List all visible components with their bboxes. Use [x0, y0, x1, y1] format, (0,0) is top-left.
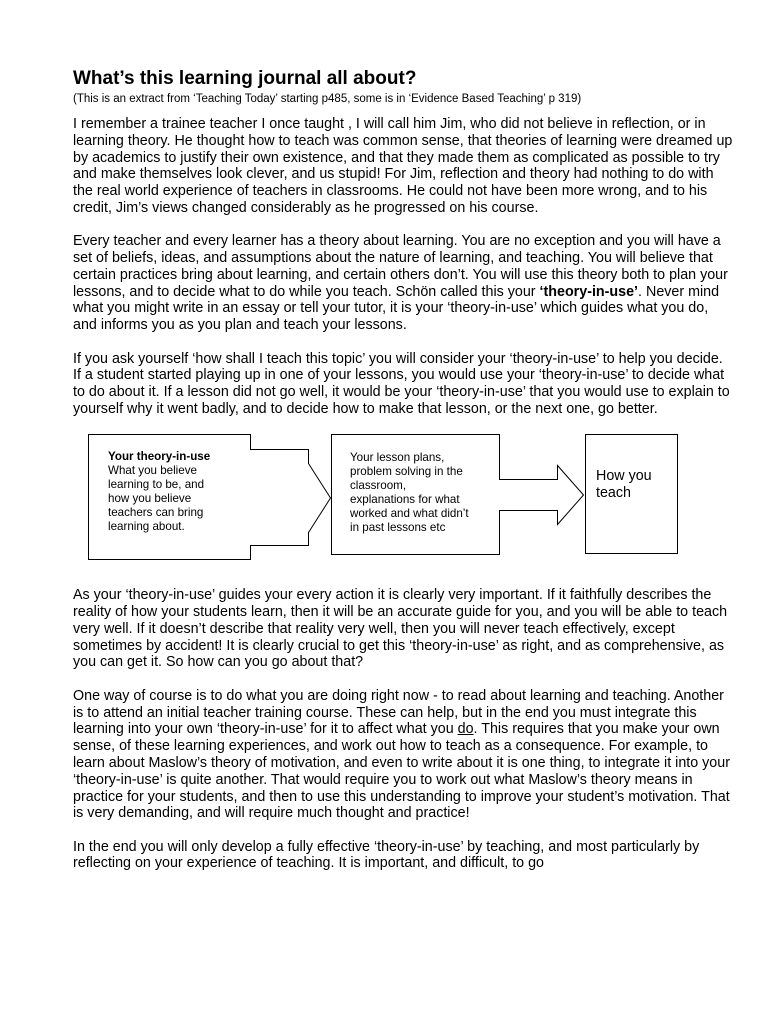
box2-line: Your lesson plans, [350, 451, 445, 465]
box1-line: What you believe [108, 464, 197, 478]
box2-line: classroom, [350, 479, 407, 493]
box2-line: in past lessons etc [350, 521, 446, 535]
box-how-you-teach [596, 468, 666, 501]
paragraph-2-text-a: Every teacher and every learner has a theory about learning. You are no exception and you will have a set of beliefs, ideas, and assumptions about the nature of learning, and teaching. You will believe that certain practices bring about learning, and certain others don’t. You will use this theory both to plan your lessons, and to decide what to do while you teach. Schön called this your [73, 233, 728, 300]
box1-line: learning about. [108, 520, 185, 534]
emphasis-do: do [457, 721, 474, 738]
box1-line: how you believe [108, 492, 192, 506]
box2-line: explanations for what [350, 493, 460, 507]
box2-line: worked and what didn’t [350, 507, 469, 521]
paragraph-4: As your ‘theory-in-use’ guides your every action it is clearly very important. If it faithfully describes the reality of how your students learn, then it will be an accurate guide for you, and you will be able to teach very well. If it doesn’t describe that reality very well, then you will never teach effectively, except sometimes by accident! It is clearly crucial to get this ‘theory-in-use’ as right, and as comprehensive, as you can get it. So how can you go about that? [73, 587, 728, 671]
paragraph-3: If you ask yourself ‘how shall I teach this topic’ you will consider your ‘theory-in-use’ to help you decide. If a student started playing up in one of your lessons, you would use your ‘theory-in-use’ to decide what to do about it. If a lesson did not go well, it would be your ‘theory-in-use’ that you would use to explain to yourself why it went badly, and to decide how to make that lesson, or the next one, go better. [73, 350, 730, 417]
theory-in-use-term: ‘theory-in-use’ [539, 283, 639, 300]
paragraph-2-text-b: . Never mind what you might write in an essay or tell your tutor, it is your ‘theory-in-use’ which guides what you do, and informs you as you plan and teach your lessons. [73, 283, 720, 334]
box1-title: Your theory-in-use [108, 450, 211, 464]
theory-in-use-diagram [88, 434, 708, 560]
paragraph-5-text-a: One way of course is to do what you are doing right now - to read about learning and teaching. Another is to attend an initial teacher training course. These can help, but in the end you must integrate this learning into your own ‘theory-in-use’ for it to affect what you [73, 687, 724, 738]
box2-line: problem solving in the [350, 465, 463, 479]
paragraph-5-text-b: . This requires that you make your own sense, of these learning experiences, and work out how to teach as a consequence. For example, to learn about Maslow’s theory of motivation, and even to write about it is one thing, to integrate it into your ‘theory-in-use’ is quite another. That would require you to work out what Maslow’s theory means in practice for your students, and then to use this understanding to improve your student’s motivation. That is very demanding, and will require much thought and practice! [73, 721, 730, 822]
paragraph-2 [73, 233, 733, 334]
box3-line: How you [596, 468, 652, 485]
box-theory-in-use [108, 450, 248, 534]
box1-line: teachers can bring [108, 506, 204, 520]
box3-line: teach [596, 484, 631, 501]
paragraph-1: I remember a trainee teacher I once taught , I will call him Jim, who did not believe in reflection, or in learning theory. He thought how to teach was common sense, that theories of learning were dreamed up by academics to justify their own existence, and that they made them as complicated as possible to try and make themselves look clever, and us stupid! For Jim, reflection and theory had nothing to do with the real world experience of teachers in classrooms. He could not have been more wrong, and to his credit, Jim’s views changed considerably as he progressed on his course. [73, 116, 733, 216]
document-page [73, 66, 733, 889]
paragraph-6: In the end you will only develop a fully effective ‘theory-in-use’ by teaching, and most particularly by reflecting on your experience of teaching. It is important, and difficult, to go [73, 838, 700, 872]
box-lesson-plans [350, 451, 500, 535]
paragraph-5 [73, 688, 733, 822]
document-subtitle: (This is an extract from ‘Teaching Today’ starting p485, some is in ‘Evidence Based Teaching’ p 319) [73, 93, 582, 105]
document-title: What’s this learning journal all about? [73, 68, 417, 89]
box1-line: learning to be, and [108, 478, 205, 492]
